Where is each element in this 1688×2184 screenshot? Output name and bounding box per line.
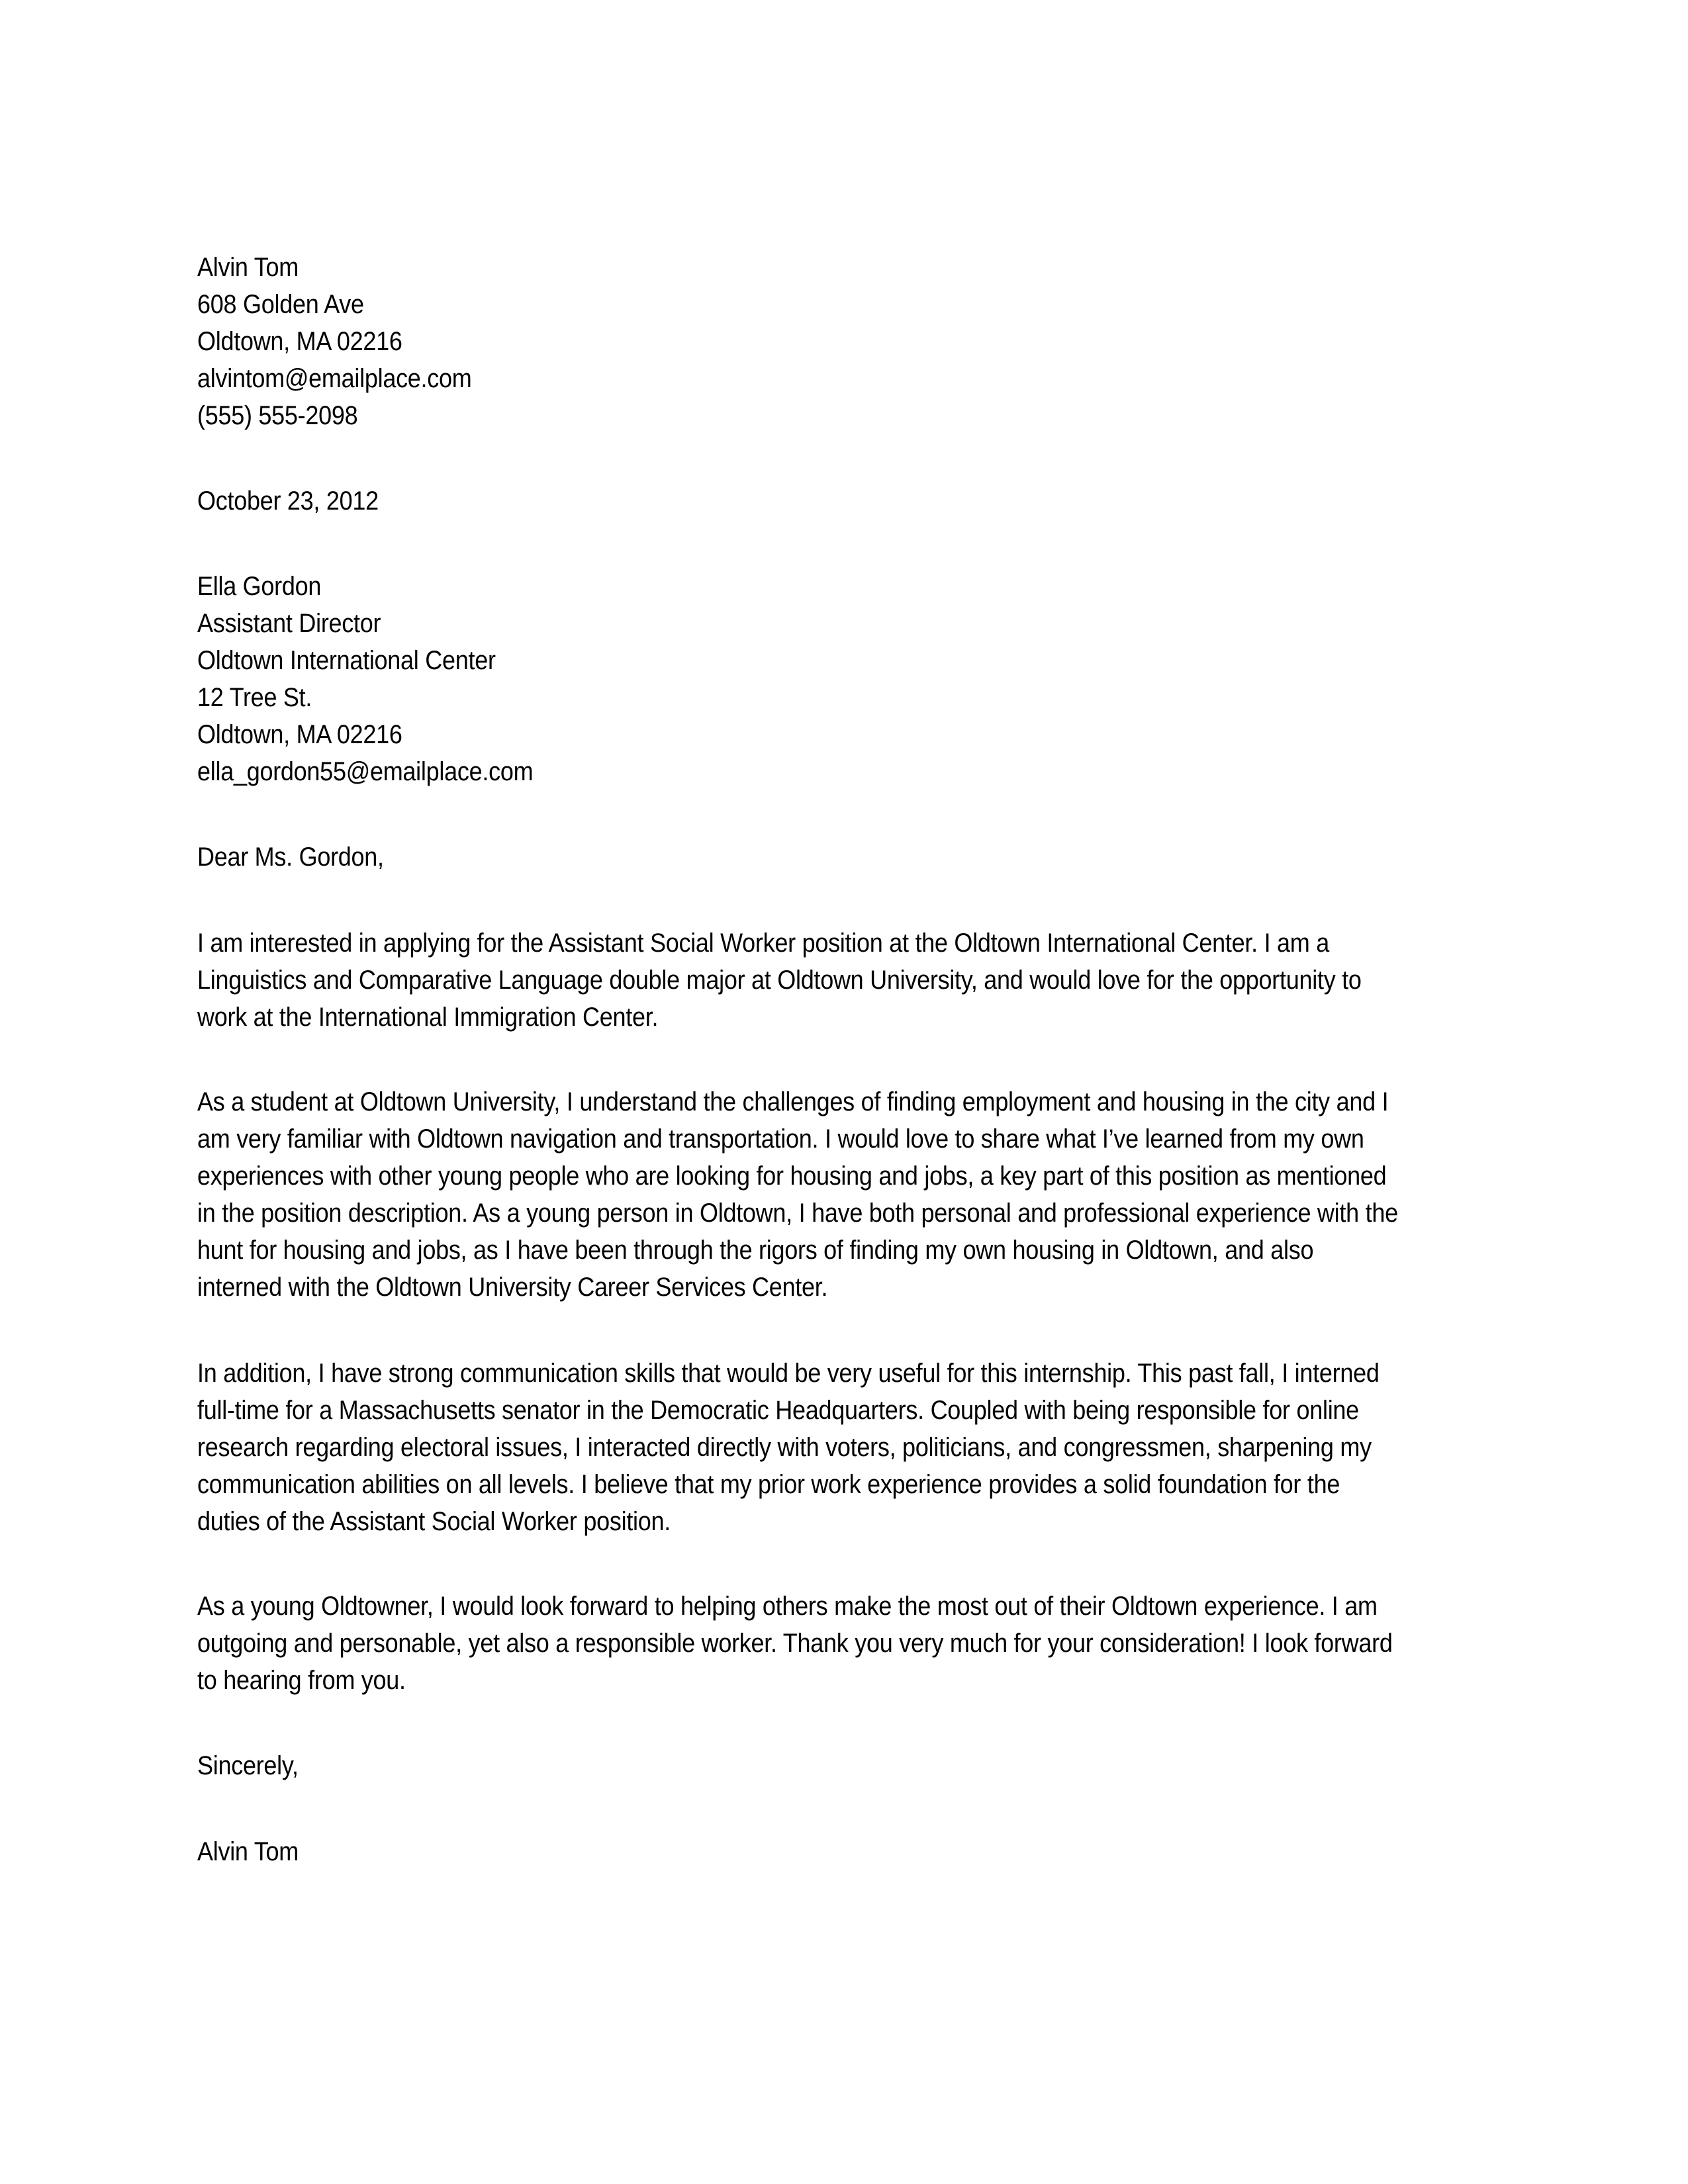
paragraph-line: work at the International Immigration Center. [197,1003,659,1032]
paragraph-line: interned with the Oldtown University Career Services Center. [197,1273,828,1302]
recipient-street: 12 Tree St. [197,683,312,712]
paragraph-line: experiences with other young people who are looking for housing and jobs, a key part of this position as mentioned [197,1161,1387,1191]
sender-phone: (555) 555-2098 [197,401,358,430]
recipient-organization: Oldtown International Center [197,646,496,675]
recipient-title: Assistant Director [197,609,381,638]
paragraph-line: As a young Oldtowner, I would look forward to helping others make the most out of their Oldtown experience. I am [197,1592,1378,1621]
paragraph-line: As a student at Oldtown University, I understand the challenges of finding employment and housing in the city and I [197,1087,1389,1116]
paragraph-line: full-time for a Massachusetts senator in the Democratic Headquarters. Coupled with being responsible for online [197,1396,1359,1425]
paragraph-line: communication abilities on all levels. I believe that my prior work experience provides a solid foundation for the [197,1470,1340,1499]
paragraph-line: to hearing from you. [197,1666,406,1695]
paragraph-line: In addition, I have strong communication skills that would be very useful for this internship. This past fall, I interned [197,1359,1380,1388]
paragraph-line: I am interested in applying for the Assistant Social Worker position at the Oldtown International Center. I am a [197,929,1330,958]
paragraph-line: Linguistics and Comparative Language double major at Oldtown University, and would love for the opportunity to [197,966,1362,995]
recipient-email: ella_gordon55@emailplace.com [197,757,534,786]
recipient-city-state-zip: Oldtown, MA 02216 [197,720,402,749]
sender-name: Alvin Tom [197,253,299,282]
letter-date: October 23, 2012 [197,486,379,516]
sender-street: 608 Golden Ave [197,290,364,319]
signature-name: Alvin Tom [197,1837,299,1866]
salutation: Dear Ms. Gordon, [197,842,384,872]
paragraph-line: in the position description. As a young person in Oldtown, I have both personal and professional experience with the [197,1199,1398,1228]
closing: Sincerely, [197,1751,299,1780]
paragraph-line: outgoing and personable, yet also a responsible worker. Thank you very much for your consideration! I look forward [197,1629,1393,1658]
paragraph-line: research regarding electoral issues, I interacted directly with voters, politicians, and congressmen, sharpening my [197,1433,1372,1462]
sender-email: alvintom@emailplace.com [197,364,472,393]
paragraph-line: duties of the Assistant Social Worker position. [197,1507,671,1536]
paragraph-line: hunt for housing and jobs, as I have been through the rigors of finding my own housing in Oldtown, and also [197,1236,1314,1265]
sender-city-state-zip: Oldtown, MA 02216 [197,327,402,356]
recipient-name: Ella Gordon [197,572,322,601]
paragraph-line: am very familiar with Oldtown navigation and transportation. I would love to share what I’ve learned from my own [197,1124,1364,1154]
